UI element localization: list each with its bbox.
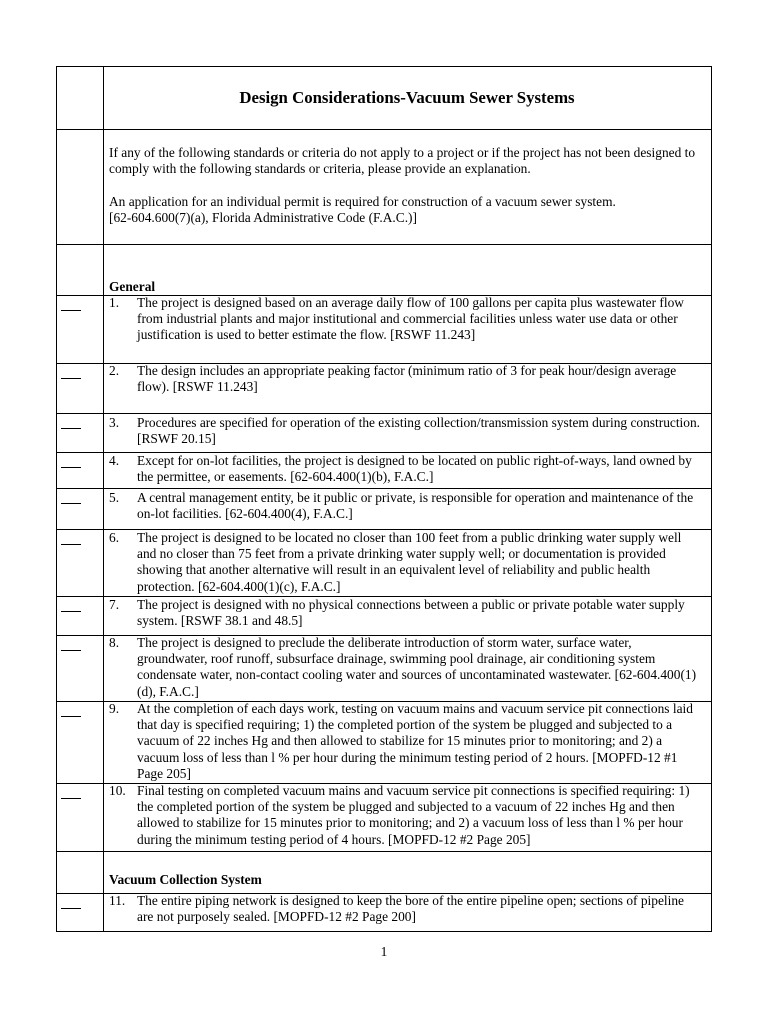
item-text: The project is designed based on an average daily flow of 100 gallons per capita plus wastewater flow from industrial plants and major institutional and commercial facilities unless water use data or other justification is used to better estimate the flow. [RSWF 11.243] [137,295,684,343]
checklist-table [56,66,712,932]
checkbox-blank[interactable] [61,716,81,717]
checkbox-blank[interactable] [61,798,81,799]
checkbox-blank[interactable] [61,378,81,379]
item-number: 1. [109,295,120,310]
item-number: 3. [109,415,120,430]
column-divider [103,67,104,931]
item-text: Final testing on completed vacuum mains and vacuum service pit connections is specified requiring: 1) the completed portion of the system be plugged and subjected to a vacuum of 22 inches Hg and then allowed to stabilize for 15 minutes prior to monitoring; and 2) a vacuum loss of less than l % per hour during the minimum testing period of 4 hours. [MOPFD-12 #2 Page 205] [137,783,690,847]
item-text: The entire piping network is designed to keep the bore of the entire pipeline open; sections of pipeline are not purposely sealed. [MOPFD-12 #2 Page 200] [137,893,684,925]
intro-paragraph-2-line-1: An application for an individual permit is required for construction of a vacuum sewer system. [109,194,616,209]
item-number: 2. [109,363,120,378]
row-divider [57,488,711,489]
section-heading-vacuum-collection: Vacuum Collection System [109,872,262,887]
item-text: At the completion of each days work, testing on vacuum mains and vacuum service pit connections laid that day is specified requiring; 1) the completed portion of the system be plugged and subjected to a vacuum of 22 inches Hg and then allowed to stabilize for 15 minutes prior to monitoring; and 2) a vacuum loss of less than l % per hour during the minimum testing period of 2 hours. [MOPFD-12 #1 Page 205] [137,701,693,781]
document-title: Design Considerations-Vacuum Sewer Systems [239,88,575,107]
row-divider [57,851,711,852]
item-number: 10. [109,783,126,798]
item-number: 5. [109,490,120,505]
item-number: 4. [109,453,120,468]
section-heading-general: General [109,279,156,294]
row-divider [57,129,711,130]
row-divider [57,413,711,414]
item-text: The project is designed to be located no closer than 100 feet from a public drinking water supply well and no closer than 75 feet from a private drinking water supply well; or documentation is provided showing that another alternative will result in an equivalent level of reliability and public health protection. [62-604.400(1)(c), F.A.C.] [137,530,682,594]
item-text: The design includes an appropriate peaking factor (minimum ratio of 3 for peak hour/design average flow). [RSWF 11.243] [137,363,677,395]
checkbox-blank[interactable] [61,611,81,612]
item-number: 8. [109,635,120,650]
item-text: Except for on-lot facilities, the project is designed to be located on public right-of-ways, land owned by the permittee, or easements. [62-604.400(1)(b), F.A.C.] [137,453,692,485]
item-number: 6. [109,530,120,545]
item-number: 7. [109,597,120,612]
checkbox-blank[interactable] [61,467,81,468]
checkbox-blank[interactable] [61,428,81,429]
item-text: The project is designed to preclude the deliberate introduction of storm water, surface water, groundwater, roof runoff, subsurface drainage, swimming pool drainage, air conditioning system condensate water, non-contact cooling water and sources of uncontaminated wastewater. [62-604.400(1)(d), F.A.C.] [137,635,697,699]
item-text: Procedures are specified for operation of the existing collection/transmission system during construction. [RSWF 20.15] [137,415,701,447]
checkbox-blank[interactable] [61,310,81,311]
checkbox-blank[interactable] [61,544,81,545]
row-divider [57,244,711,245]
item-text: A central management entity, be it public or private, is responsible for operation and maintenance of the on-lot facilities. [62-604.400(4), F.A.C.] [137,490,694,522]
checkbox-blank[interactable] [61,650,81,651]
item-number: 11. [109,893,126,908]
checkbox-blank[interactable] [61,503,81,504]
checkbox-blank[interactable] [61,908,81,909]
intro-paragraph-2-line-2: [62-604.600(7)(a), Florida Administrative Code (F.A.C.)] [109,210,417,225]
item-text: The project is designed with no physical connections between a public or private potable water supply system. [RSWF 38.1 and 48.5] [137,597,685,629]
item-number: 9. [109,701,120,716]
page-number: 1 [380,944,388,959]
intro-paragraph-1: If any of the following standards or criteria do not apply to a project or if the project has not been designed to comply with the following standards or criteria, please provide an explanation. [109,145,696,177]
